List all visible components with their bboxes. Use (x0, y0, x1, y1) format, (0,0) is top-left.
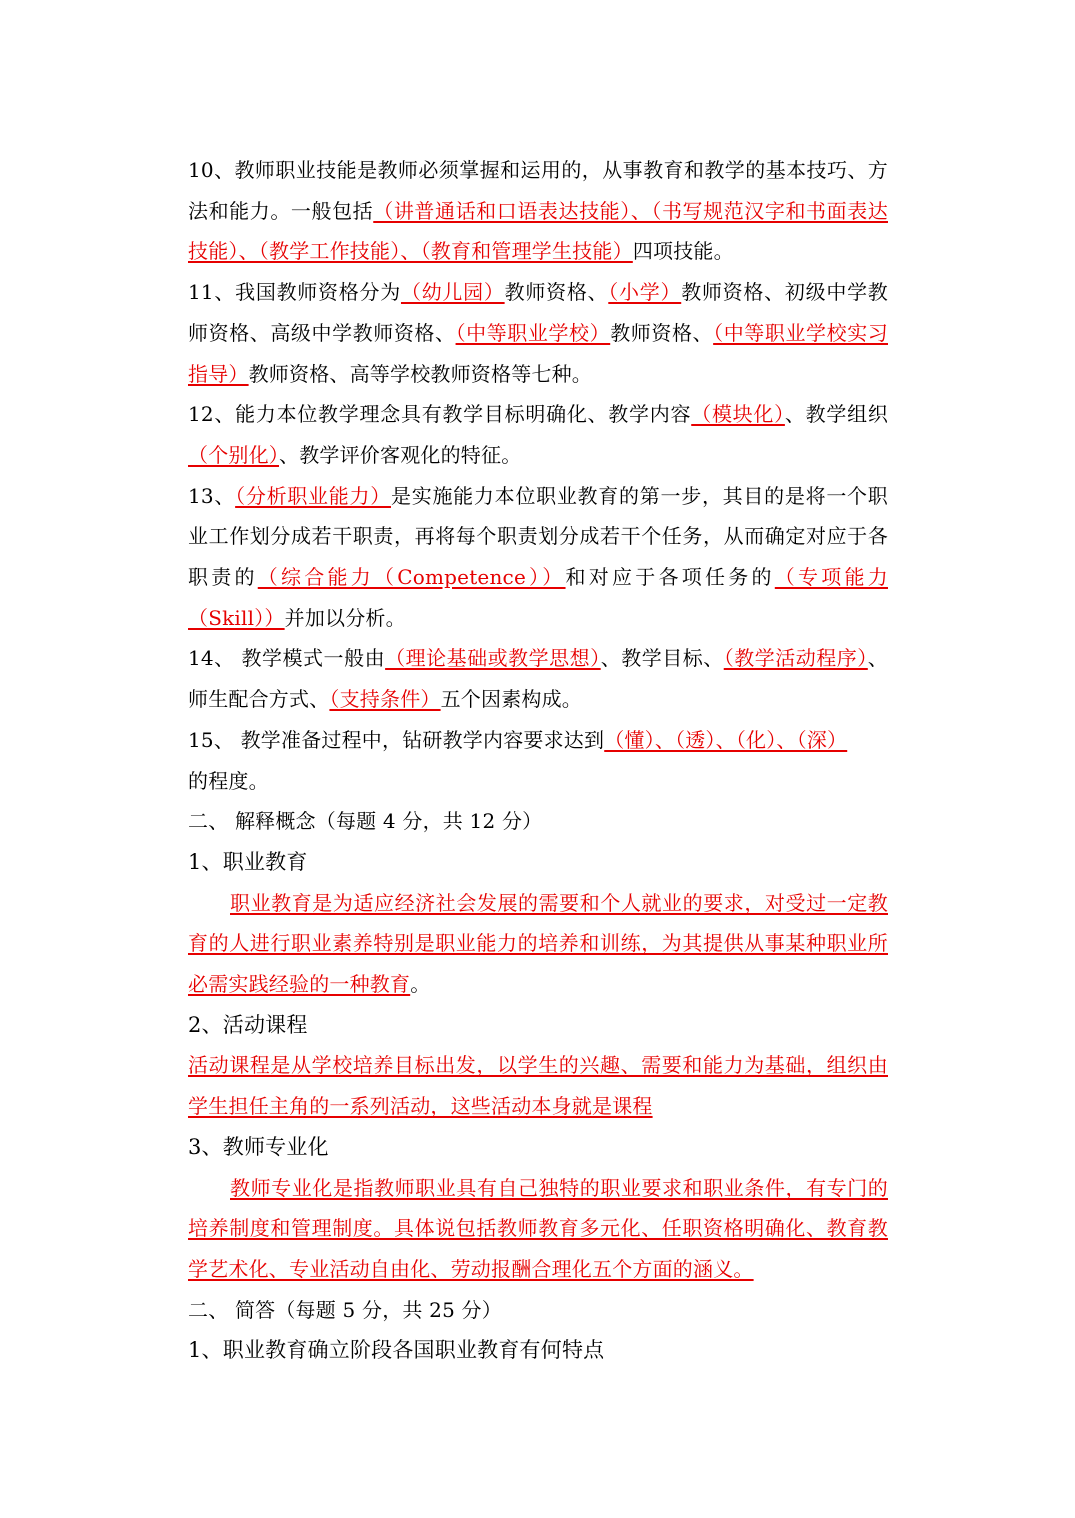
question-text: 13、 (188, 483, 236, 508)
question-text: 教师资格、 (504, 280, 609, 305)
question-text: 、教学目标、 (600, 646, 724, 671)
question-text: 10、教师职业技能是教师必须掌握和运用的，从事教育和教学的基本技巧、方法和能力。一般包括 (188, 158, 888, 223)
concept-title-teacher-professionalization: 3、教师专业化 (188, 1134, 329, 1159)
answer-blank: （分析职业能力） (235, 483, 391, 508)
question-text: 的程度。 (188, 768, 269, 793)
answer-blank: （个别化） (188, 442, 279, 467)
question-14 (188, 638, 888, 719)
answer-blank: （幼儿园） (400, 280, 505, 305)
answer-blank: （理论基础或教学思想） (385, 646, 601, 671)
question-text: 11、我国教师资格分为 (188, 280, 401, 305)
section-heading-concepts: 二、 解释概念（每题 4 分，共 12 分） (188, 809, 543, 834)
answer-blank: （讲普通话和口语表达技能）、（书写规范汉字和书面表达技能）、（教学工作技能）、（教育和管理学生技能） (188, 198, 888, 264)
answer-blank: （模块化） (691, 402, 785, 427)
question-11 (188, 272, 888, 394)
answer-blank: （懂）、（透）、（化）、（深） (604, 727, 848, 752)
answer-blank: （中等职业学校） (455, 320, 611, 345)
question-text: 和对应于各项任务的 (565, 565, 775, 590)
answer-text: 职业教育是为适应经济社会发展的需要和个人就业的要求，对受过一定教育的人进行职业素养特别是职业能力的培养和训练，为其提供从事某种职业所必需实践经验的一种教育 (188, 890, 888, 997)
answer-text: 教师专业化是指教师职业具有自己独特的职业要求和职业条件，有专门的培养制度和管理制度。具体说包括教师教育多元化、任职资格明确化、教育教学艺术化、专业活动自由化、劳动报酬合理化五个方面的涵义。 (188, 1175, 888, 1281)
concept-answer-activity-curriculum (188, 1045, 888, 1126)
short-answer-question-1: 1、职业教育确立阶段各国职业教育有何特点 (188, 1338, 605, 1363)
question-13 (188, 476, 888, 639)
question-12 (188, 394, 888, 475)
answer-blank: （综合能力（Competence）） (257, 565, 566, 590)
question-text: 教师资格、高等学校教师资格等七种。 (248, 361, 593, 386)
question-text: 五个因素构成。 (440, 687, 583, 712)
question-text: 、教学评价客观化的特征。 (279, 442, 522, 467)
concept-answer-teacher-professionalization (188, 1168, 888, 1290)
section-heading-short-answer: 二、 简答（每题 5 分，共 25 分） (188, 1297, 502, 1322)
question-text: 教师资格、 (610, 320, 714, 345)
concept-title-activity-curriculum: 2、活动课程 (188, 1012, 308, 1037)
question-text: 14、 教学模式一般由 (188, 646, 386, 671)
answer-blank: （小学） (608, 280, 682, 305)
answer-punctuation: 。 (410, 972, 431, 997)
answer-blank: （中等职业学校实习指导） (188, 320, 888, 386)
concept-title-vocational-education: 1、职业教育 (188, 849, 308, 874)
answer-text: 活动课程是从学校培养目标出发，以学生的兴趣、需要和能力为基础，组织由学生担任主角的一系列活动，这些活动本身就是课程 (188, 1053, 888, 1119)
concept-answer-vocational-education (188, 883, 888, 1005)
question-text: 是实施能力本位职业教育的第一步，其目的是将一个职业工作划分成若干职责，再将每个职责划分成若干个任务，从而确定对应于各职责的 (188, 483, 888, 590)
question-text: 教师资格、初级中学教师资格、高级中学教师资格、 (188, 280, 888, 345)
question-text: 并加以分析。 (284, 605, 406, 630)
question-10 (188, 150, 888, 272)
question-text: 、教学组织 (784, 402, 889, 427)
question-text: 、师生配合方式、 (188, 646, 888, 712)
question-15 (188, 720, 888, 801)
question-text: 四项技能。 (632, 239, 734, 264)
answer-blank: （专项能力（Skill）） (188, 565, 888, 630)
question-text: 12、能力本位教学理念具有教学目标明确化、教学内容 (188, 402, 692, 427)
answer-blank: （教学活动程序） (723, 646, 868, 671)
question-text: 15、 教学准备过程中，钻研教学内容要求达到 (188, 727, 605, 752)
answer-blank: （支持条件） (329, 687, 441, 712)
document-page (188, 150, 888, 1371)
